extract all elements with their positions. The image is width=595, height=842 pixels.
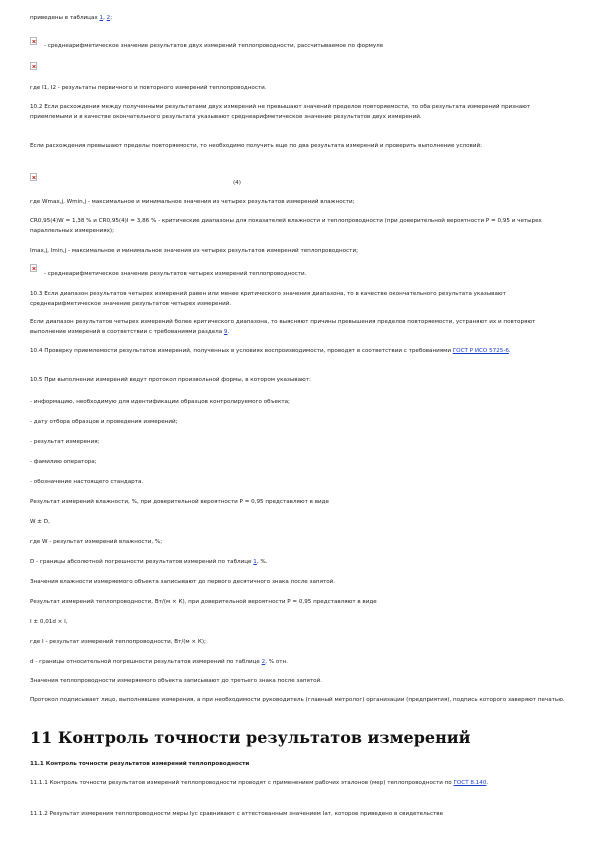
text-line-moisture-precision: Значения влажности измеряемого объекта записывают до первого десятичного знака после запятой. [30,579,336,585]
formula-number: (4) [233,180,241,186]
list-item: - фамилию оператора; [30,459,97,465]
text-line-conductivity-result: Результат измерений теплопроводности, Вт/(м × К), при доверительной вероятности P = 0,95 представляют в виде [30,599,377,605]
text-line-conductivity-precision: Значения теплопроводности измеряемого объекта записывают до третьего знака после запятой. [30,678,322,684]
text-line-tables-ref [30,14,570,24]
text-line-w-def: где W - результат измерений влажности, %; [30,539,163,545]
broken-image-icon [30,173,37,181]
broken-image-icon [30,37,37,45]
text-line-d-rel-def [30,658,570,668]
text-line-i1-i2: где I1, I2 - результаты первичного и повторного измерений теплопроводности. [30,85,267,91]
list-item: - дату отбора образцов и проведения измерений; [30,419,178,425]
text-fragment: , %. [256,559,268,565]
text-fragment: D - границы абсолютной погрешности результатов измерений по таблице [30,559,254,565]
text-line-imax-imin: Imax,j, Imin,j - максимальное и минимальное значения из четырех результатов измерений теплопроводности; [30,248,358,254]
paragraph-repeatability: Если расхождения превышают пределы повторяемости, то необходимо получить еще по два результата измерений и проверить выполнение условий: [30,143,483,149]
link-table-2[interactable]: 2 [106,15,111,21]
paragraph-exceed-critical [30,318,570,337]
broken-image-icon [30,62,37,70]
formula-moisture: W ± D, [30,519,50,525]
section-heading: 11 Контроль точности результатов измерений [30,728,471,747]
link-gost-r-iso-5725-6[interactable]: ГОСТ Р ИСО 5725-6 [452,348,509,354]
text-fragment: приведены в таблицах [30,15,100,21]
link-gost-8-140[interactable]: ГОСТ 8.140 [453,780,487,786]
paragraph-11-1-2: 11.1.2 Результат измерения теплопроводности меры Iус сравнивают с аттестованным значением Iат, которое приведено в свидетельстве [30,811,444,817]
subsection-title: 11.1 Контроль точности результатов измерений теплопроводности [30,761,250,767]
paragraph-critical-ranges: CR0,95(4)W = 1,38 % и CR0,95(4)I = 3,86 % - критические диапазоны для показателей влажности и теплопроводности (при доверительной вероятности P = 0,95 и четырех параллельных измерениях); [30,218,542,234]
text-line-moisture-result: Результат измерений влажности, %, при доверительной вероятности P = 0,95 представляют в виде [30,499,329,505]
text-line-10-5: 10.5 При выполнении измерений ведут протокол произвольной формы, в котором указывают: [30,377,311,383]
text-fragment: ; [110,15,113,21]
link-section-9[interactable]: 9 [223,328,228,335]
text-line-mean-four: - среднеарифметическое значение результатов четырех измерений теплопроводности. [44,271,307,277]
text-line-wmax-wmin: где Wmax,j, Wmin,j - максимальное и минимальное значения из четырех результатов измерений влажности; [30,199,355,205]
paragraph-11-1-1 [30,779,570,789]
text-fragment: d - границы относительной погрешности результатов измерений по таблице [30,659,262,665]
paragraph-10-3: 10.3 Если диапазон результатов четырех измерений равен или менее критического значения диапазона, то в качестве окончательного результата указывают среднеарифметическое значение результатов четырех измерений. [30,291,506,307]
text-fragment: . [227,328,230,335]
text-line-mean-two: - среднеарифметическое значение результатов двух измерений теплопроводности, рассчитываемое по формуле [44,43,384,49]
link-table-1[interactable]: 1 [253,559,257,565]
text-fragment: . [508,348,511,354]
link-table-2[interactable]: 2 [261,659,266,665]
text-line-d-def [30,558,570,568]
paragraph-10-4 [30,347,570,357]
list-item: - обозначение настоящего стандарта. [30,479,144,485]
text-fragment: , [103,15,107,21]
text-fragment: , % отн. [265,659,288,665]
formula-conductivity: I ± 0,01d × I, [30,619,68,625]
text-fragment: 11.1.1 Контроль точности результатов измерений теплопроводности проводят с применением рабочих эталонов (мер) теплопроводности по [30,780,454,786]
list-item: - результат измерения; [30,439,100,445]
text-fragment: 10.4 Проверку приемлемости результатов измерений, полученных в условиях воспроизводимости, проводят в соответствии с требованиями [30,348,453,354]
paragraph-protocol-signature: Протокол подписывает лицо, выполнявшее измерения, а при необходимости руководитель (главный метролог) организации (предприятия), подпись которого заверяют печатью. [30,697,565,703]
text-fragment: . [486,780,489,786]
broken-image-icon [30,264,37,272]
text-fragment: Если диапазон результатов четырех измерений более критического диапазона, то выясняют причины превышения пределов повторяемости, устраняют их и повторяют выполнение измерений в соответствии с требованиями раздела [30,319,536,335]
link-table-1[interactable]: 1 [99,15,104,21]
paragraph-10-2: 10.2 Если расхождения между полученными результатами двух измерений не превышают значений пределов повторяемости, то оба результата измерений признают приемлемыми и в качестве окончательного результата указывают среднеарифметическое значение результатов двух измерений. [30,104,531,120]
list-item: - информацию, необходимую для идентификации образцов контролируемого объекта; [30,399,290,405]
text-line-i-def: где I - результат измерений теплопроводности, Вт/(м × К); [30,639,206,645]
